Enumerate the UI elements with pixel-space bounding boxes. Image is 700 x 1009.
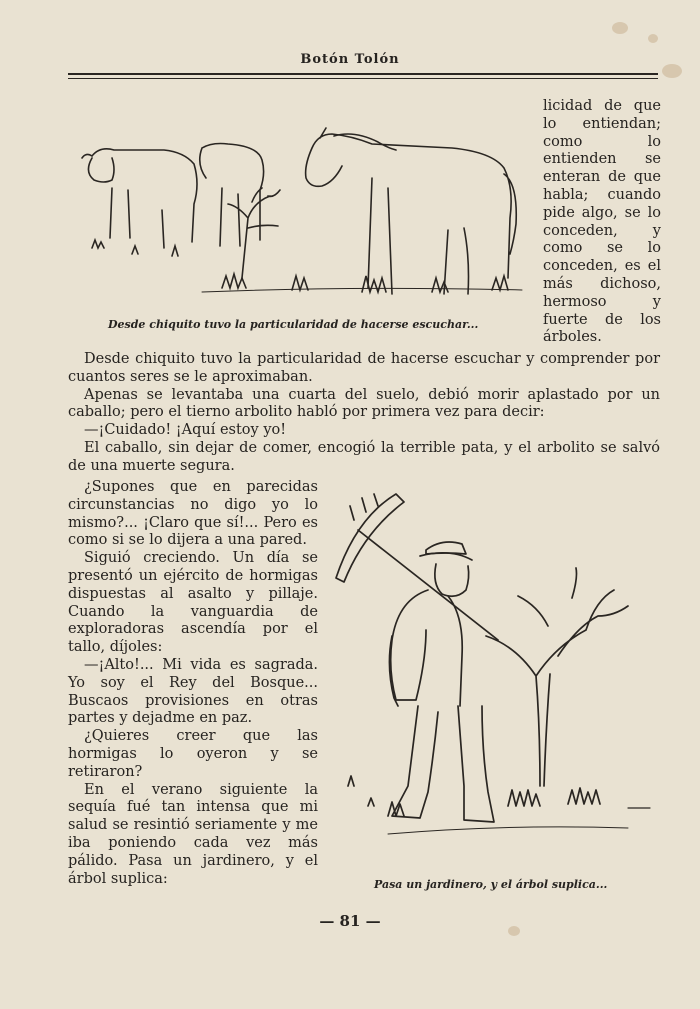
foxing-spot	[612, 22, 628, 34]
paragraph: —¡Alto!... Mi vida es sagrada. Yo soy el Rey del Bosque... Buscaos provisiones en otras partes y dejadme en paz.	[68, 656, 318, 727]
illustration-caption: Pasa un jardinero, y el árbol suplica...	[374, 878, 608, 891]
gardener-and-tree-illustration	[328, 486, 660, 872]
page-number: — 81 —	[319, 912, 381, 930]
left-column-text	[68, 479, 318, 888]
paragraph: licidad de que lo entiendan; como lo entienden se enteran de que habla; cuando pide algo, se lo conceden, y como se lo conceden, es el más dichoso, hermoso y fuerte de los árboles.	[543, 98, 661, 346]
paragraph: ¿Quieres creer que las hormigas lo oyeron y se retiraron?	[68, 728, 318, 780]
paragraph: Siguió creciendo. Un día se presentó un ejército de hormigas dispuestas al asalto y pillaje. Cuando la vanguardia de exploradoras ascendía por el tallo, díjoles:	[68, 550, 318, 656]
header-rule-thin	[68, 78, 658, 79]
header-rule	[68, 73, 658, 75]
foxing-spot	[648, 34, 658, 43]
illustration-caption: Desde chiquito tuvo la particularidad de hacerse escuchar...	[108, 318, 479, 331]
paragraph: Desde chiquito tuvo la particularidad de hacerse escuchar y comprender por cuantos seres se le aproximaban.	[68, 351, 660, 385]
running-header: Botón Tolón	[300, 52, 400, 67]
paragraph: —¡Cuidado! ¡Aquí estoy yo!	[84, 422, 287, 439]
paragraph: El caballo, sin dejar de comer, encogió la terrible pata, y el arbolito se salvó de una muerte segura.	[68, 439, 660, 474]
paragraph: ¿Supones que en parecidas circunstancias no digo yo lo mismo?... ¡Claro que sí!... Pero es como si se lo dijera a una pared.	[68, 479, 318, 549]
body-text-full-width	[68, 351, 660, 476]
right-column-text	[543, 98, 661, 347]
paragraph: Apenas se levantaba una cuarta del suelo, debió morir aplastado por un caballo; pero el tierno arbolito habló por primera vez para decir:	[68, 386, 660, 421]
paragraph: En el verano siguiente la sequía fué tan intensa que mi salud se resintió seriamente y me iba poniendo cada vez más pálido. Pasa un jardinero, y el árbol suplica:	[68, 781, 318, 887]
horse-and-cattle-illustration	[72, 118, 532, 308]
